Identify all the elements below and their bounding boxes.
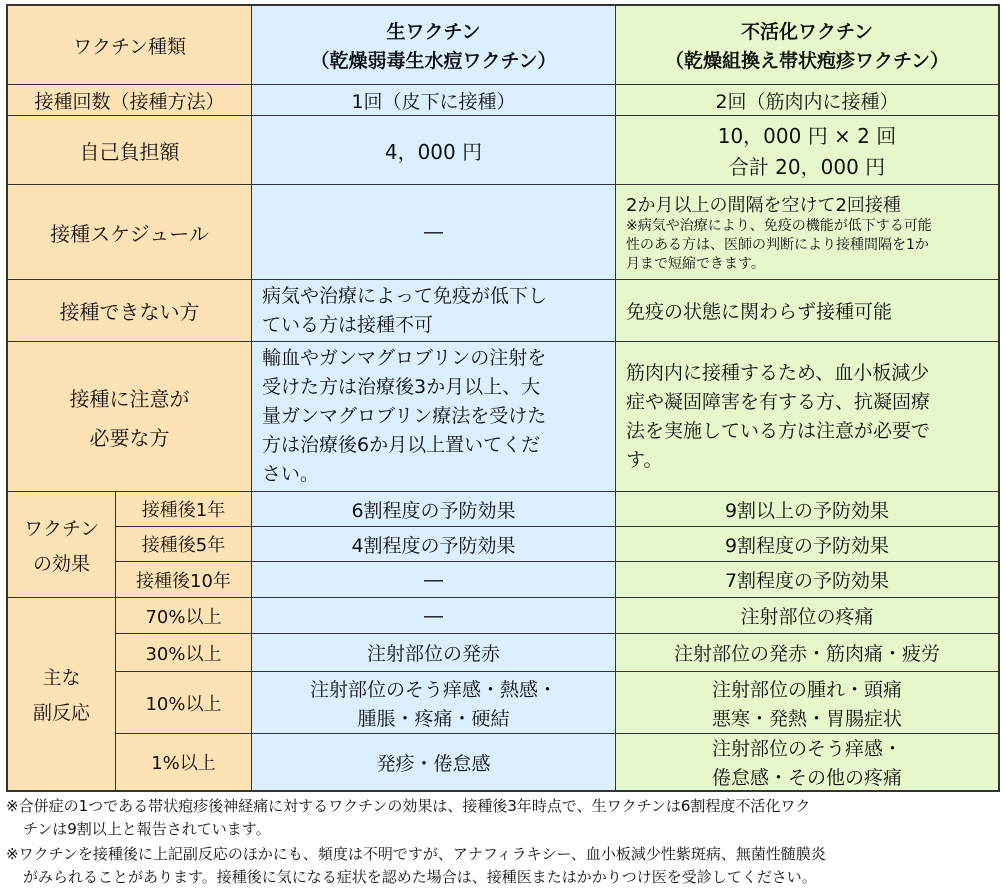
reactions-group-line1: 主な <box>42 667 81 689</box>
contraindicated-label: 接種できない方 <box>8 280 252 342</box>
caution-live-line1: 輸血やガンマグロブリンの注射を <box>262 347 547 369</box>
efficacy-row-live: 4割程度の予防効果 <box>252 527 616 562</box>
reaction-row-inactivated: 注射部位の疼痛 <box>616 598 998 634</box>
reaction-inactivated-line1: 注射部位の腫れ・頭痛 <box>711 678 902 701</box>
footnote-1-line1: ※合併症の1つである帯状疱疹後神経痛に対するワクチンの効果は、接種後3年時点で、生ワクチンは6割程度不活化ワク <box>6 797 811 815</box>
reaction-row-inactivated: 注射部位の発赤・筋肉痛・疲労 <box>616 634 998 672</box>
footnote-2-line2: がみられることがあります。接種後に気になる症状を認めた場合は、接種医またはかかりつけ医を受診してください。 <box>23 868 817 886</box>
reaction-inactivated-line1: 注射部位のそう痒感・ <box>711 738 902 760</box>
reaction-live-line1: 注射部位のそう痒感・熱感・ <box>309 678 557 701</box>
efficacy-row-inactivated: 9割程度の予防効果 <box>616 527 998 562</box>
caution-live-line3: 量ガンマグロブリン療法を受けた <box>262 405 547 427</box>
schedule-inactivated-note1: ※病気や治療により、免疫の機能が低下する可能 <box>626 217 932 234</box>
live-vaccine-subtitle: （乾燥弱毒生水痘ワクチン） <box>310 50 557 72</box>
efficacy-group-line2: の効果 <box>32 552 90 575</box>
reaction-live-line2: 腫脹・疼痛・硬結 <box>357 707 510 730</box>
cost-inactivated-line2: 合計 20，000 円 <box>728 155 886 179</box>
doses-inactivated: 2回（筋肉内に接種） <box>616 85 998 116</box>
schedule-inactivated <box>616 185 998 280</box>
inactivated-vaccine-title: 不活化ワクチン <box>740 21 874 43</box>
reaction-inactivated-line2: 倦怠感・その他の疼痛 <box>711 767 902 789</box>
contraindicated-live-line1: 病気や治療によって免疫が低下し <box>262 284 548 307</box>
reactions-group-line2: 副反応 <box>32 702 90 724</box>
caution-label-line2: 必要な方 <box>89 425 170 450</box>
inactivated-vaccine-subtitle: （乾燥組換え帯状疱疹ワクチン） <box>664 50 950 72</box>
contraindicated-inactivated: 免疫の状態に関わらず接種可能 <box>616 280 998 342</box>
reactions-group-label <box>8 598 116 790</box>
reaction-row-live: 発疹・倦怠感 <box>252 734 616 790</box>
reaction-row-inactivated <box>616 734 998 790</box>
schedule-live: ― <box>252 185 616 280</box>
footnote-2-line1: ※ワクチンを接種後に上記副反応のほかにも、頻度は不明ですが、アナフィラキシー、血小板減少性紫斑病、無菌性髄膜炎 <box>6 845 826 863</box>
caution-inactivated-line4: す。 <box>626 448 663 471</box>
efficacy-row-live: ― <box>252 562 616 598</box>
caution-inactivated-line1: 筋肉内に接種するため、血小板減少 <box>626 361 930 384</box>
footnote-1-line2: チンは9割以上と報告されています。 <box>23 820 271 838</box>
reaction-row-live <box>252 672 616 734</box>
contraindicated-live-line2: ている方は接種不可 <box>262 313 434 336</box>
reaction-row-label: 1%以上 <box>116 734 252 790</box>
schedule-label: 接種スケジュール <box>8 185 252 280</box>
efficacy-row-inactivated: 9割以上の予防効果 <box>616 492 998 527</box>
reaction-row-inactivated <box>616 672 998 734</box>
cost-inactivated-line1: 10，000 円 × 2 回 <box>717 124 897 148</box>
caution-live-line5: さい。 <box>262 463 320 485</box>
efficacy-group-line1: ワクチン <box>23 517 100 540</box>
vaccine-comparison-table <box>6 4 1000 792</box>
efficacy-row-inactivated: 7割程度の予防効果 <box>616 562 998 598</box>
caution-inactivated-line2: 症や凝固障害を有する方、抗凝固療 <box>626 390 931 413</box>
efficacy-row-label: 接種後5年 <box>116 527 252 562</box>
reaction-inactivated-line2: 悪寒・発熱・胃腸症状 <box>711 707 902 730</box>
reaction-row-label: 30%以上 <box>116 634 252 672</box>
efficacy-row-label: 接種後1年 <box>116 492 252 527</box>
schedule-inactivated-note3: 月まで短縮できます。 <box>626 255 765 272</box>
contraindicated-live <box>252 280 616 342</box>
caution-label-line1: 接種に注意が <box>69 386 190 411</box>
live-vaccine-title: 生ワクチン <box>386 21 481 43</box>
cost-live: 4，000 円 <box>252 116 616 185</box>
reaction-row-label: 70%以上 <box>116 598 252 634</box>
cost-inactivated <box>616 116 998 185</box>
caution-inactivated <box>616 342 998 492</box>
header-inactivated-vaccine <box>616 6 998 85</box>
header-live-vaccine <box>252 6 616 85</box>
caution-live-line2: 受けた方は治療後3か月以上、大 <box>262 376 541 398</box>
header-type-label: ワクチン種類 <box>8 6 252 85</box>
caution-live-line4: 方は治療後6か月以上置いてくだ <box>262 434 541 456</box>
schedule-inactivated-main: 2か月以上の間隔を空けて2回接種 <box>626 194 901 216</box>
efficacy-row-live: 6割程度の予防効果 <box>252 492 616 527</box>
reaction-row-live: 注射部位の発赤 <box>252 634 616 672</box>
doses-label: 接種回数（接種方法） <box>8 85 252 116</box>
caution-label <box>8 342 252 492</box>
cost-label: 自己負担額 <box>8 116 252 185</box>
schedule-inactivated-note2: 性のある方は、医師の判断により接種間隔を1か <box>626 236 929 253</box>
reaction-row-live: ― <box>252 598 616 634</box>
efficacy-row-label: 接種後10年 <box>116 562 252 598</box>
caution-live <box>252 342 616 492</box>
doses-live: 1回（皮下に接種） <box>252 85 616 116</box>
caution-inactivated-line3: 法を実施している方は注意が必要で <box>626 419 931 442</box>
reaction-row-label: 10%以上 <box>116 672 252 734</box>
efficacy-group-label <box>8 492 116 598</box>
